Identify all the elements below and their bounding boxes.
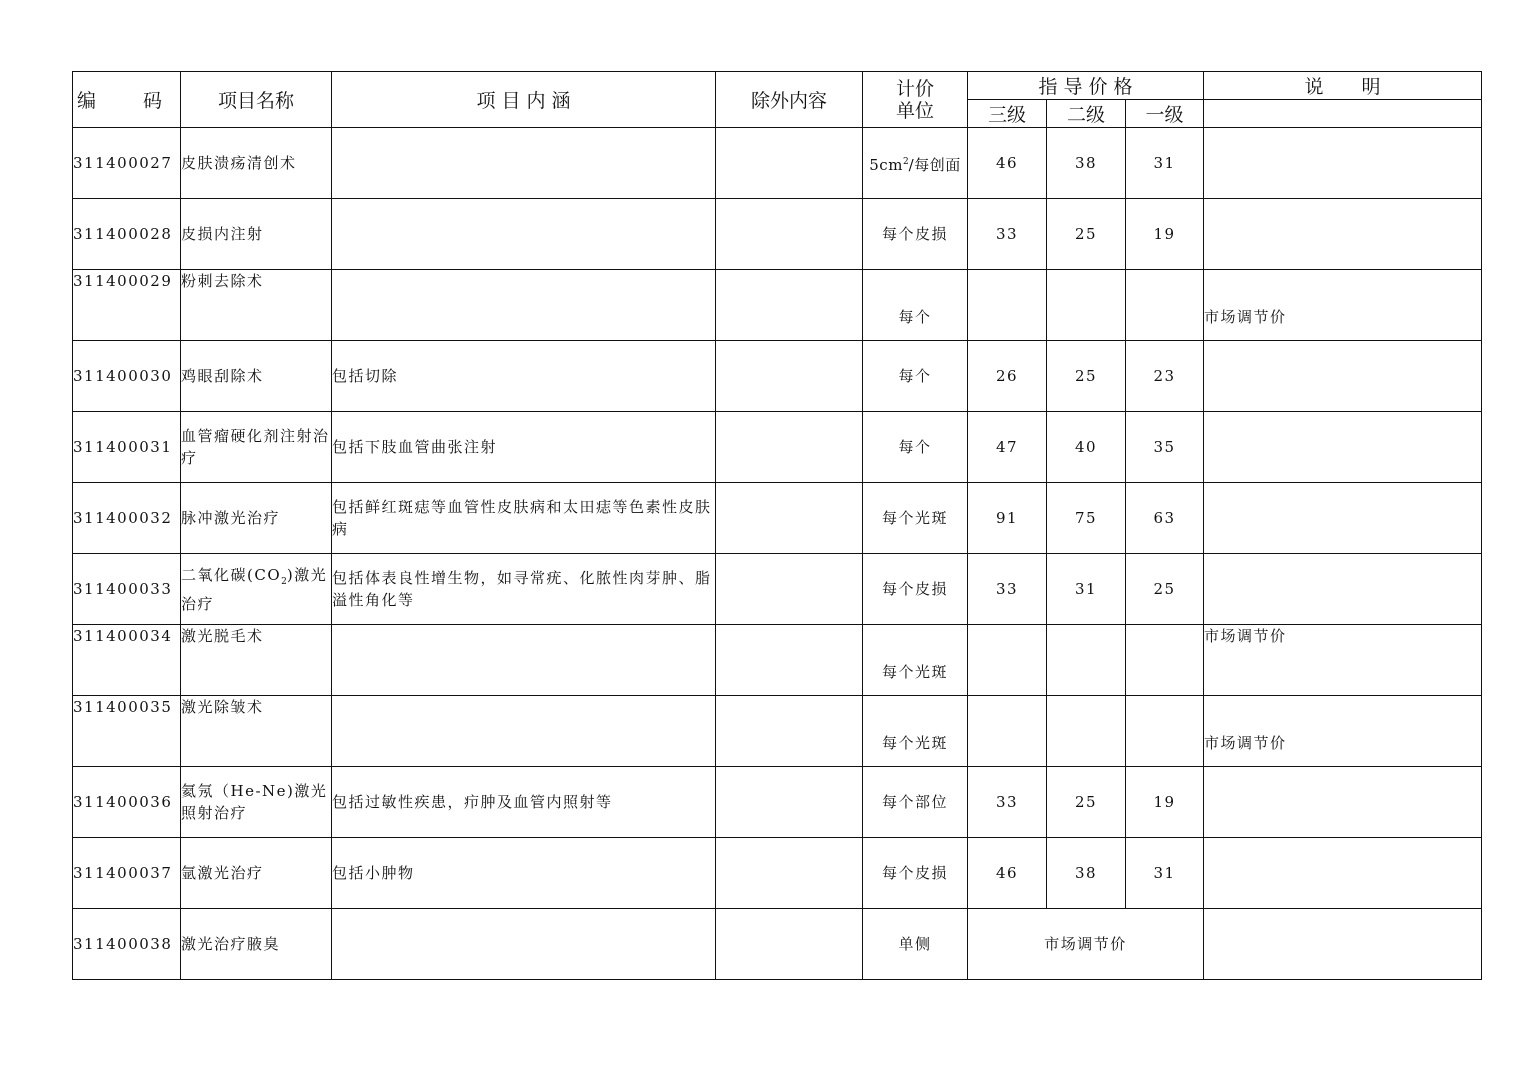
cell-code: 311400031 bbox=[73, 412, 181, 483]
cell-name: 鸡眼刮除术 bbox=[181, 341, 332, 412]
cell-exclusion bbox=[716, 767, 863, 838]
cell-content bbox=[332, 909, 716, 980]
table-row bbox=[73, 341, 1482, 412]
cell-level-1: 23 bbox=[1126, 341, 1204, 412]
cell-level-2 bbox=[1047, 270, 1126, 341]
cell-unit: $5cm^2/$每创面 bbox=[863, 128, 968, 199]
table-row bbox=[73, 270, 1482, 341]
cell-content: 包括鲜红斑痣等血管性皮肤病和太田痣等色素性皮肤病 bbox=[332, 483, 716, 554]
cell-note: 市场调节价 bbox=[1204, 625, 1482, 696]
cell-code: 311400037 bbox=[73, 838, 181, 909]
table-row bbox=[73, 199, 1482, 270]
cell-level-3: 26 bbox=[968, 341, 1047, 412]
cell-level-3: 46 bbox=[968, 128, 1047, 199]
cell-name: 激光脱毛术 bbox=[181, 625, 332, 696]
cell-exclusion bbox=[716, 696, 863, 767]
header-note: 说 明 bbox=[1204, 72, 1482, 100]
cell-level-3: 33 bbox=[968, 199, 1047, 270]
cell-name: 二氧化碳$(CO_2)$激光治疗 bbox=[181, 554, 332, 625]
header-unit: 计价 单位 bbox=[863, 72, 968, 128]
cell-code: 311400038 bbox=[73, 909, 181, 980]
cell-content: 包括体表良性增生物，如寻常疣、化脓性肉芽肿、脂溢性角化等 bbox=[332, 554, 716, 625]
cell-unit: 每个皮损 bbox=[863, 199, 968, 270]
cell-note bbox=[1204, 128, 1482, 199]
cell-level-2 bbox=[1047, 625, 1126, 696]
cell-name: 氦氖（He-Ne)激光照射治疗 bbox=[181, 767, 332, 838]
table-row bbox=[73, 128, 1482, 199]
cell-exclusion bbox=[716, 909, 863, 980]
cell-unit: 单侧 bbox=[863, 909, 968, 980]
table-row bbox=[73, 412, 1482, 483]
cell-unit: 每个部位 bbox=[863, 767, 968, 838]
cell-level-2: 25 bbox=[1047, 199, 1126, 270]
cell-code: 311400030 bbox=[73, 341, 181, 412]
cell-unit: 每个光斑 bbox=[881, 663, 948, 681]
cell-content: 包括小肿物 bbox=[332, 838, 716, 909]
cell-exclusion bbox=[716, 554, 863, 625]
cell-level-1: 19 bbox=[1126, 767, 1204, 838]
header-level-3: 三级 bbox=[968, 100, 1047, 128]
cell-level-1 bbox=[1126, 625, 1204, 696]
cell-unit: 每个光斑 bbox=[863, 483, 968, 554]
cell-note bbox=[1204, 909, 1482, 980]
cell-level-3 bbox=[968, 625, 1047, 696]
cell-level-3: 91 bbox=[968, 483, 1047, 554]
cell-unit: 每个 bbox=[863, 412, 968, 483]
cell-code: 311400034 bbox=[73, 625, 181, 696]
cell-exclusion bbox=[716, 625, 863, 696]
cell-level-1: 63 bbox=[1126, 483, 1204, 554]
table-row bbox=[73, 767, 1482, 838]
cell-level-1: 31 bbox=[1126, 128, 1204, 199]
cell-note bbox=[1204, 341, 1482, 412]
cell-level-1: 19 bbox=[1126, 199, 1204, 270]
cell-level-3: 47 bbox=[968, 412, 1047, 483]
cell-exclusion bbox=[716, 838, 863, 909]
table-row bbox=[73, 483, 1482, 554]
cell-level-2: 25 bbox=[1047, 341, 1126, 412]
cell-note: 市场调节价 bbox=[1204, 734, 1287, 752]
cell-unit: 每个 bbox=[863, 341, 968, 412]
cell-level-2: 25 bbox=[1047, 767, 1126, 838]
cell-code: 311400028 bbox=[73, 199, 181, 270]
cell-code: 311400033 bbox=[73, 554, 181, 625]
cell-name: 激光除皱术 bbox=[181, 696, 332, 767]
cell-content bbox=[332, 128, 716, 199]
cell-unit: 每个 bbox=[898, 308, 932, 326]
cell-level-1: 25 bbox=[1126, 554, 1204, 625]
cell-content: 包括下肢血管曲张注射 bbox=[332, 412, 716, 483]
cell-content: 包括过敏性疾患，疖肿及血管内照射等 bbox=[332, 767, 716, 838]
header-code: 编 码 bbox=[73, 72, 181, 128]
cell-exclusion bbox=[716, 128, 863, 199]
cell-level-2: 38 bbox=[1047, 838, 1126, 909]
cell-level-2: 40 bbox=[1047, 412, 1126, 483]
table-row bbox=[73, 838, 1482, 909]
cell-level-1: 35 bbox=[1126, 412, 1204, 483]
cell-name: 粉刺去除术 bbox=[181, 270, 332, 341]
cell-name: 激光治疗腋臭 bbox=[181, 909, 332, 980]
cell-level-2: 38 bbox=[1047, 128, 1126, 199]
cell-note bbox=[1204, 767, 1482, 838]
header-level-2: 二级 bbox=[1047, 100, 1126, 128]
cell-code: 311400029 bbox=[73, 270, 181, 341]
cell-level-2: 75 bbox=[1047, 483, 1126, 554]
cell-level-1 bbox=[1126, 270, 1204, 341]
table-row bbox=[73, 554, 1482, 625]
cell-note bbox=[1204, 412, 1482, 483]
cell-unit: 每个皮损 bbox=[863, 554, 968, 625]
cell-level-3: 33 bbox=[968, 554, 1047, 625]
table-row bbox=[73, 909, 1482, 980]
table-row bbox=[73, 625, 1482, 696]
cell-exclusion bbox=[716, 483, 863, 554]
header-price-group: 指 导 价 格 bbox=[968, 72, 1204, 100]
cell-note bbox=[1204, 554, 1482, 625]
cell-merged-price: 市场调节价 bbox=[968, 909, 1204, 980]
cell-code: 311400027 bbox=[73, 128, 181, 199]
price-table bbox=[72, 71, 1482, 980]
cell-unit: 每个皮损 bbox=[863, 838, 968, 909]
cell-exclusion bbox=[716, 341, 863, 412]
cell-exclusion bbox=[716, 412, 863, 483]
cell-name: 氩激光治疗 bbox=[181, 838, 332, 909]
cell-code: 311400035 bbox=[73, 696, 181, 767]
cell-name: 脉冲激光治疗 bbox=[181, 483, 332, 554]
cell-exclusion bbox=[716, 270, 863, 341]
cell-level-3 bbox=[968, 696, 1047, 767]
header-note-blank bbox=[1204, 100, 1482, 128]
cell-code: 311400032 bbox=[73, 483, 181, 554]
header-exclusion: 除外内容 bbox=[716, 72, 863, 128]
table-row bbox=[73, 696, 1482, 767]
header-level-1: 一级 bbox=[1126, 100, 1204, 128]
cell-note bbox=[1204, 483, 1482, 554]
cell-content bbox=[332, 696, 716, 767]
cell-level-3: 46 bbox=[968, 838, 1047, 909]
cell-name: 血管瘤硬化剂注射治疗 bbox=[181, 412, 332, 483]
cell-content bbox=[332, 625, 716, 696]
cell-level-3 bbox=[968, 270, 1047, 341]
cell-content bbox=[332, 199, 716, 270]
cell-level-1 bbox=[1126, 696, 1204, 767]
cell-note: 市场调节价 bbox=[1204, 308, 1287, 326]
cell-exclusion bbox=[716, 199, 863, 270]
header-name: 项目名称 bbox=[181, 72, 332, 128]
cell-code: 311400036 bbox=[73, 767, 181, 838]
cell-unit: 每个光斑 bbox=[881, 734, 948, 752]
cell-note bbox=[1204, 838, 1482, 909]
cell-name: 皮肤溃疡清创术 bbox=[181, 128, 332, 199]
cell-level-1: 31 bbox=[1126, 838, 1204, 909]
table-header bbox=[73, 72, 1482, 128]
cell-content: 包括切除 bbox=[332, 341, 716, 412]
cell-level-2: 31 bbox=[1047, 554, 1126, 625]
cell-level-2 bbox=[1047, 696, 1126, 767]
table-body bbox=[73, 128, 1482, 980]
cell-level-3: 33 bbox=[968, 767, 1047, 838]
cell-note bbox=[1204, 199, 1482, 270]
cell-name: 皮损内注射 bbox=[181, 199, 332, 270]
cell-content bbox=[332, 270, 716, 341]
header-content: 项 目 内 涵 bbox=[332, 72, 716, 128]
